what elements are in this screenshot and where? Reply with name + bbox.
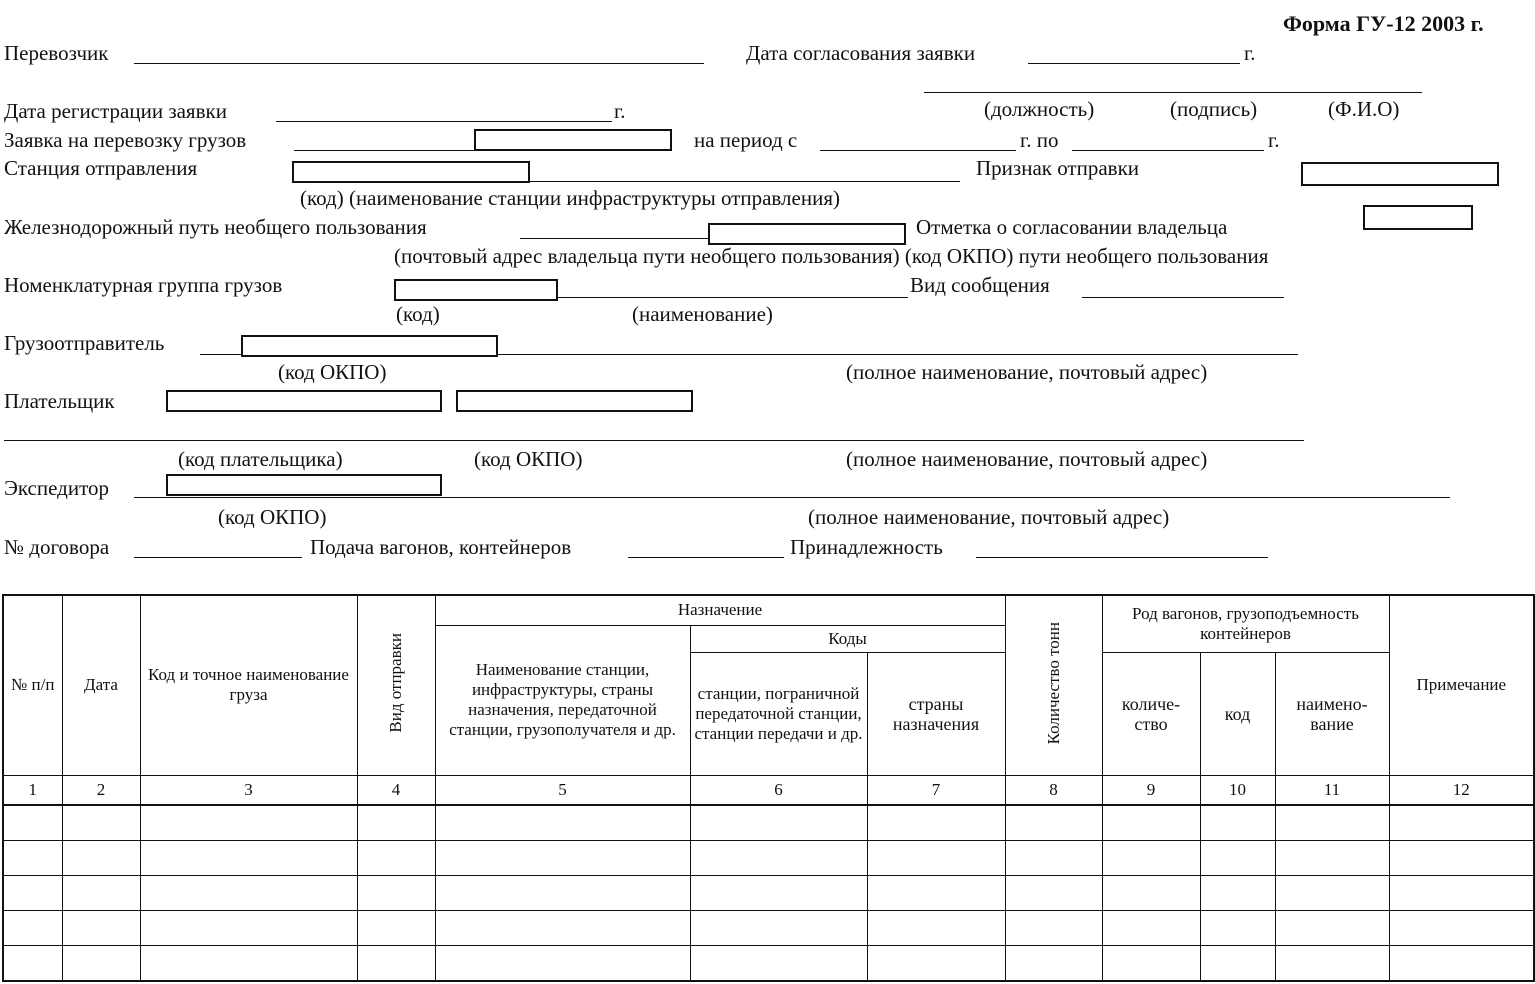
column-number: 5 <box>435 775 690 805</box>
table-cell[interactable] <box>1200 911 1275 946</box>
column-number: 11 <box>1275 775 1389 805</box>
period-to-label: г. по <box>1020 128 1059 152</box>
table-cell[interactable] <box>1102 946 1200 981</box>
table-cell[interactable] <box>435 805 690 840</box>
table-cell[interactable] <box>1275 876 1389 911</box>
table-cell[interactable] <box>1389 841 1534 876</box>
approval-date-field[interactable] <box>1028 63 1240 64</box>
column-number: 1 <box>3 775 62 805</box>
carrier-field[interactable] <box>134 63 704 64</box>
table-cell[interactable] <box>1389 805 1534 840</box>
registration-year-suffix: г. <box>614 99 626 123</box>
table-cell[interactable] <box>140 841 357 876</box>
table-body <box>3 805 1534 981</box>
table-cell[interactable] <box>1102 841 1200 876</box>
header-row-number: № п/п <box>3 595 62 775</box>
table-cell[interactable] <box>140 876 357 911</box>
table-cell[interactable] <box>1102 911 1200 946</box>
header-cargo: Код и точное наименование груза <box>140 595 357 775</box>
departure-station-code-box[interactable] <box>292 161 530 183</box>
cargo-code-hint: (код) <box>396 302 440 326</box>
table-cell[interactable] <box>357 876 435 911</box>
table-cell[interactable] <box>3 911 62 946</box>
table-row <box>3 946 1534 981</box>
header-codes: Коды <box>690 625 1005 653</box>
siding-hint: (почтовый адрес владельца пути необщего пользования) (код ОКПО) пути необщего пользования <box>394 244 1269 268</box>
table-cell[interactable] <box>62 805 140 840</box>
table-cell[interactable] <box>1389 876 1534 911</box>
column-number: 8 <box>1005 775 1102 805</box>
table-cell[interactable] <box>357 805 435 840</box>
shipment-sign-label: Признак отправки <box>976 156 1140 180</box>
column-number: 6 <box>690 775 867 805</box>
header-shipment-type: Вид отправки <box>357 595 435 775</box>
payer-name-field[interactable] <box>4 440 1304 441</box>
table-cell[interactable] <box>3 946 62 981</box>
table-cell[interactable] <box>1102 805 1200 840</box>
header-destination-name: Наименование станции, инфраструктуры, страны назначения, передаточной станции, грузополучателя и др. <box>435 625 690 775</box>
column-number: 3 <box>140 775 357 805</box>
table-cell[interactable] <box>1200 946 1275 981</box>
table-cell[interactable] <box>690 841 867 876</box>
payer-code-box[interactable] <box>166 390 442 412</box>
table-cell[interactable] <box>1275 805 1389 840</box>
table-cell[interactable] <box>867 946 1005 981</box>
forwarder-okpo-hint: (код ОКПО) <box>218 505 327 529</box>
column-number: 7 <box>867 775 1005 805</box>
table-cell[interactable] <box>1275 911 1389 946</box>
table-cell[interactable] <box>867 841 1005 876</box>
shipper-okpo-box[interactable] <box>241 335 498 357</box>
cargo-group-code-box[interactable] <box>394 279 558 301</box>
table-cell[interactable] <box>1005 946 1102 981</box>
siding-label: Железнодорожный путь необщего пользования <box>4 215 427 239</box>
shipper-label: Грузоотправитель <box>4 331 165 355</box>
table-row <box>3 841 1534 876</box>
ownership-field[interactable] <box>976 557 1268 558</box>
departure-station-hint: (код) (наименование станции инфраструктуры отправления) <box>300 186 840 210</box>
period-from-label: на период с <box>694 128 798 152</box>
table-cell[interactable] <box>690 911 867 946</box>
siding-address-field[interactable] <box>520 238 710 239</box>
approval-date-label: Дата согласования заявки <box>746 41 976 65</box>
table-cell[interactable] <box>1005 805 1102 840</box>
owner-approval-label: Отметка о согласовании владельца <box>916 215 1228 239</box>
header-wagon-count: количе- ство <box>1102 653 1200 775</box>
table-cell[interactable] <box>690 946 867 981</box>
table-cell[interactable] <box>3 841 62 876</box>
carrier-label: Перевозчик <box>4 41 109 65</box>
application-number-box[interactable] <box>474 129 672 151</box>
wagon-supply-field[interactable] <box>628 557 784 558</box>
table-cell[interactable] <box>3 805 62 840</box>
cargo-group-label: Номенклатурная группа грузов <box>4 273 283 297</box>
table-cell[interactable] <box>1102 876 1200 911</box>
table-cell[interactable] <box>435 946 690 981</box>
payer-label: Плательщик <box>4 389 115 413</box>
fio-hint: (Ф.И.О) <box>1328 97 1400 121</box>
header-date: Дата <box>62 595 140 775</box>
table-cell[interactable] <box>435 911 690 946</box>
period-from-field[interactable] <box>820 150 1016 151</box>
table-cell[interactable] <box>435 841 690 876</box>
shipper-name-hint: (полное наименование, почтовый адрес) <box>846 360 1208 384</box>
cargo-group-name-field[interactable] <box>558 297 908 298</box>
shipper-okpo-hint: (код ОКПО) <box>278 360 387 384</box>
forwarder-okpo-box[interactable] <box>166 474 442 496</box>
table-cell[interactable] <box>3 876 62 911</box>
table-row <box>3 805 1534 840</box>
communication-type-label: Вид сообщения <box>910 273 1050 297</box>
payer-name-hint: (полное наименование, почтовый адрес) <box>846 447 1208 471</box>
table-cell[interactable] <box>357 841 435 876</box>
forwarder-name-hint: (полное наименование, почтовый адрес) <box>808 505 1170 529</box>
header-station-code: станции, пограничной передаточной станции, станции передачи и др. <box>690 653 867 775</box>
table-cell[interactable] <box>62 911 140 946</box>
payer-okpo-box[interactable] <box>456 390 693 412</box>
siding-okpo-box[interactable] <box>708 223 906 245</box>
table-cell[interactable] <box>62 876 140 911</box>
table-cell[interactable] <box>62 841 140 876</box>
column-number: 2 <box>62 775 140 805</box>
header-tons: Количество тонн <box>1005 595 1102 775</box>
header-destination: Назначение <box>435 595 1005 625</box>
table-cell[interactable] <box>1389 911 1534 946</box>
table-cell[interactable] <box>1005 841 1102 876</box>
table-row <box>3 911 1534 946</box>
table-cell[interactable] <box>867 805 1005 840</box>
header-wagon-name: наимено- вание <box>1275 653 1389 775</box>
registration-date-label: Дата регистрации заявки <box>4 99 227 123</box>
period-year-suffix: г. <box>1268 128 1280 152</box>
table-cell[interactable] <box>1275 946 1389 981</box>
column-number: 4 <box>357 775 435 805</box>
cargo-table <box>2 594 1535 982</box>
ownership-label: Принадлежность <box>790 535 943 559</box>
header-wagon-code: код <box>1200 653 1275 775</box>
column-number: 10 <box>1200 775 1275 805</box>
owner-approval-box[interactable] <box>1363 205 1473 230</box>
approval-signature-line[interactable] <box>924 92 1422 93</box>
form-title: Форма ГУ-12 2003 г. <box>1283 11 1484 36</box>
table-row <box>3 876 1534 911</box>
table-cell[interactable] <box>140 805 357 840</box>
cargo-name-hint: (наименование) <box>632 302 773 326</box>
table-cell[interactable] <box>1200 876 1275 911</box>
departure-station-label: Станция отправления <box>4 156 198 180</box>
header-wagons: Род вагонов, грузоподъемность контейнеров <box>1102 595 1389 653</box>
wagon-supply-label: Подача вагонов, контейнеров <box>310 535 572 559</box>
forwarder-label: Экспедитор <box>4 476 109 500</box>
table-cell[interactable] <box>867 876 1005 911</box>
table-cell[interactable] <box>690 876 867 911</box>
table-cell[interactable] <box>1389 946 1534 981</box>
application-label: Заявка на перевозку грузов <box>4 128 247 152</box>
table-cell[interactable] <box>140 946 357 981</box>
column-number: 12 <box>1389 775 1534 805</box>
table-cell[interactable] <box>867 911 1005 946</box>
table-cell[interactable] <box>435 876 690 911</box>
forwarder-name-field[interactable] <box>134 497 1450 498</box>
table-cell[interactable] <box>357 946 435 981</box>
table-cell[interactable] <box>357 911 435 946</box>
table-cell[interactable] <box>1005 911 1102 946</box>
approval-year-suffix: г. <box>1244 41 1256 65</box>
period-to-field[interactable] <box>1072 150 1264 151</box>
table-cell[interactable] <box>140 911 357 946</box>
communication-type-field[interactable] <box>1082 297 1284 298</box>
table-cell[interactable] <box>62 946 140 981</box>
position-hint: (должность) <box>984 97 1095 121</box>
contract-no-label: № договора <box>4 535 110 559</box>
table-cell[interactable] <box>1275 841 1389 876</box>
shipment-sign-box[interactable] <box>1301 162 1499 186</box>
signature-hint: (подпись) <box>1170 97 1258 121</box>
payer-code-hint: (код плательщика) <box>178 447 343 471</box>
table-cell[interactable] <box>1200 805 1275 840</box>
registration-date-field[interactable] <box>276 121 612 122</box>
table-cell[interactable] <box>690 805 867 840</box>
departure-station-name-field[interactable] <box>530 181 960 182</box>
table-cell[interactable] <box>1200 841 1275 876</box>
table-cell[interactable] <box>1005 876 1102 911</box>
header-country-code: страны назначения <box>867 653 1005 775</box>
contract-no-field[interactable] <box>134 557 302 558</box>
column-number: 9 <box>1102 775 1200 805</box>
header-note: Примечание <box>1389 595 1534 775</box>
payer-okpo-hint: (код ОКПО) <box>474 447 583 471</box>
